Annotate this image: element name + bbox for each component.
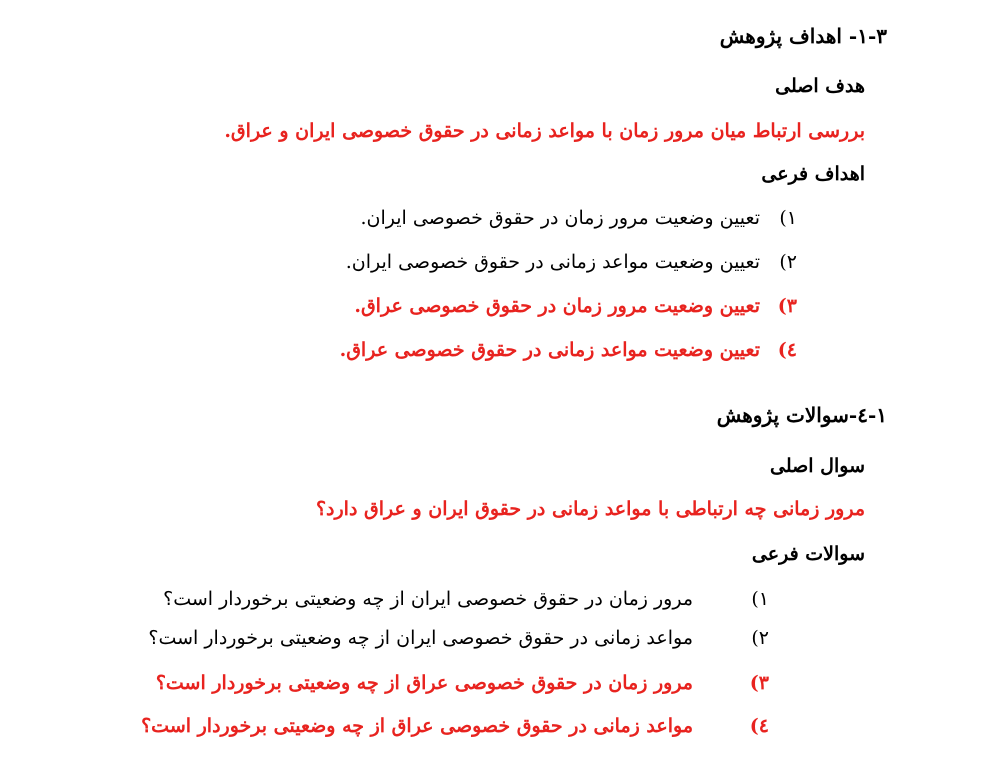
list-item-text: تعیین وضعیت مرور زمان در حقوق خصوصی ایران. <box>360 207 760 229</box>
list-item-text: مرور زمان در حقوق خصوصی عراق از چه وضعیتی برخوردار است؟ <box>155 672 693 694</box>
main-question-title: سوال اصلی <box>770 455 865 477</box>
sub-goals-title: اهداف فرعی <box>761 163 865 185</box>
list-number: ۱) <box>779 207 797 229</box>
list-item-text: مواعد زمانی در حقوق خصوصی ایران از چه وضعیتی برخوردار است؟ <box>148 627 693 649</box>
list-item <box>0 715 997 745</box>
list-item <box>0 627 997 657</box>
list-item-text: تعیین وضعیت مواعد زمانی در حقوق خصوصی عراق. <box>339 339 760 361</box>
list-number: ۳) <box>777 295 797 317</box>
list-number: ٤) <box>777 339 797 361</box>
list-number: ۱) <box>751 588 769 610</box>
list-item <box>0 339 997 369</box>
list-item-text: تعیین وضعیت مواعد زمانی در حقوق خصوصی ایران. <box>345 251 760 273</box>
main-goal-title: هدف اصلی <box>775 75 865 97</box>
list-number: ۲) <box>751 627 769 649</box>
list-item-text: تعیین وضعیت مرور زمان در حقوق خصوصی عراق. <box>354 295 760 317</box>
list-item <box>0 251 997 281</box>
main-goal-text: بررسی ارتباط میان مرور زمان با مواعد زمانی در حقوق خصوصی ایران و عراق. <box>224 120 865 142</box>
section-heading-research-goals: ۱-۳- اهداف پژوهش <box>719 24 887 48</box>
list-number: ۲) <box>779 251 797 273</box>
list-item-text: مرور زمان در حقوق خصوصی ایران از چه وضعیتی برخوردار است؟ <box>163 588 693 610</box>
sub-questions-title: سوالات فرعی <box>751 543 865 565</box>
main-question-text: مرور زمانی چه ارتباطی با مواعد زمانی در حقوق ایران و عراق دارد؟ <box>315 498 865 520</box>
list-item <box>0 207 997 237</box>
list-item <box>0 588 997 618</box>
list-number: ۳) <box>749 672 769 694</box>
list-item <box>0 672 997 702</box>
list-item <box>0 295 997 325</box>
list-item-text: مواعد زمانی در حقوق خصوصی عراق از چه وضعیتی برخوردار است؟ <box>141 715 693 737</box>
list-number: ٤) <box>749 715 769 737</box>
section-heading-research-questions: ۱-٤-سوالات پژوهش <box>716 403 887 427</box>
